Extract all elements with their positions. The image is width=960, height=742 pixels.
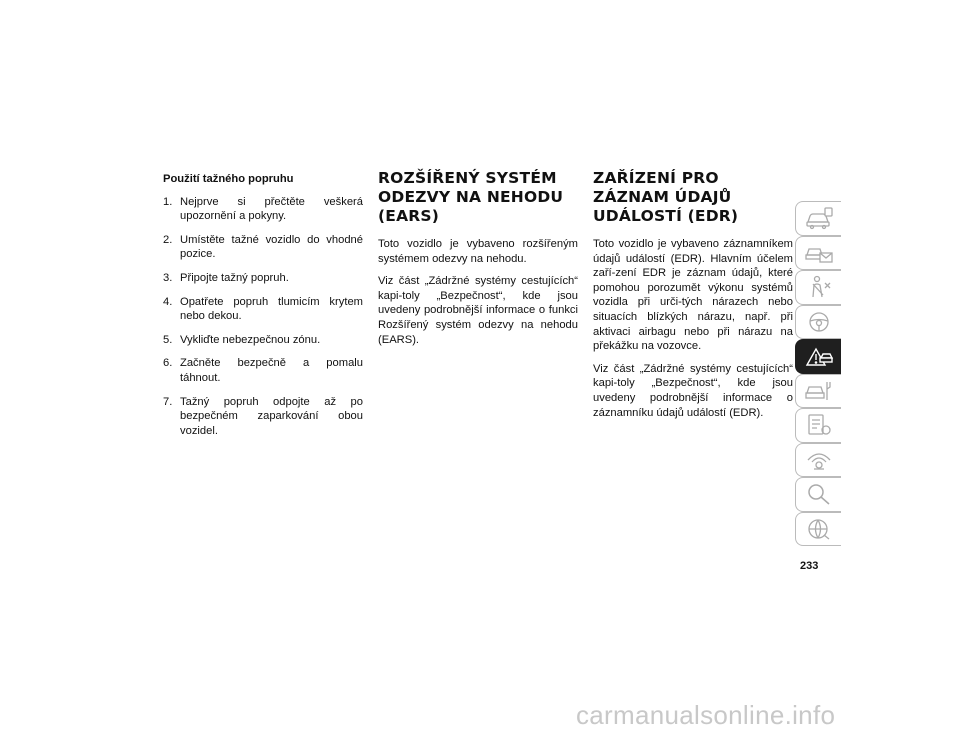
list-item: 5. Vykliďte nebezpečnou zónu. bbox=[163, 333, 321, 346]
car-service-icon bbox=[804, 379, 834, 403]
tab-car-info[interactable] bbox=[795, 201, 841, 236]
towing-strap-column bbox=[163, 172, 363, 447]
tab-car-service[interactable] bbox=[795, 374, 841, 409]
steering-wheel-icon bbox=[804, 310, 834, 334]
tab-language[interactable] bbox=[795, 512, 841, 547]
towing-strap-heading: Použití tažného popruhu bbox=[163, 173, 294, 185]
list-item: 6. Začněte bezpečně a pomalu táhnout. bbox=[163, 357, 363, 384]
chapter-tabs bbox=[795, 201, 841, 546]
tab-car-mail[interactable] bbox=[795, 236, 841, 271]
multimedia-icon bbox=[804, 448, 834, 472]
edr-paragraph-2: Viz část „Zádržné systémy cestujících“ kapi-toly „Bezpečnost“, kde jsou uvedeny podrobnější informace o záznamníku údajů událostí (EDR). bbox=[593, 362, 793, 419]
edr-column bbox=[593, 169, 793, 428]
car-mail-icon bbox=[804, 241, 834, 265]
spec-list-icon bbox=[804, 413, 834, 437]
tab-emergency[interactable] bbox=[795, 339, 841, 374]
tab-specifications[interactable] bbox=[795, 408, 841, 443]
ears-paragraph-1: Toto vozidlo je vybaveno rozšířeným systémem odezvy na nehodu. bbox=[378, 238, 578, 265]
page-number: 233 bbox=[800, 560, 819, 572]
list-item: 2. Umístěte tažné vozidlo do vhodné pozice. bbox=[163, 233, 363, 261]
car-info-icon bbox=[804, 206, 834, 230]
list-item: 7. Tažný popruh odpojte až po bezpečném zaparkování obou vozidel. bbox=[163, 395, 363, 437]
tab-multimedia[interactable] bbox=[795, 443, 841, 478]
watermark: carmanualsonline.info bbox=[576, 700, 836, 730]
ears-title: ROZŠÍŘENÝ SYSTÉM ODEZVY NA NEHODU (EARS) bbox=[378, 169, 564, 225]
language-icon bbox=[804, 517, 834, 541]
ears-column bbox=[378, 169, 578, 355]
tab-seatbelt[interactable] bbox=[795, 270, 841, 305]
edr-paragraph-1: Toto vozidlo je vybaveno záznamníkem údajů událostí (EDR). Hlavním účelem zaří-zení EDR je záznam údajů, které pomohou porozumět výkonu systémů vozidla při urči-tých nárazech nebo situacích blízkých nárazu, např. při aktivaci airbagu nebo při nárazu na překážku na vozovce. bbox=[593, 238, 793, 353]
edr-title: ZAŘÍZENÍ PRO ZÁZNAM ÚDAJŮ UDÁLOSTÍ (EDR) bbox=[593, 169, 739, 225]
tab-steering[interactable] bbox=[795, 305, 841, 340]
list-item: 1. Nejprve si přečtěte veškerá upozornění a pokyny. bbox=[163, 195, 363, 223]
list-item: 4. Opatřete popruh tlumicím krytem nebo dekou. bbox=[163, 295, 363, 323]
warning-car-icon bbox=[804, 344, 834, 368]
magnifier-icon bbox=[804, 482, 834, 506]
ears-paragraph-2: Viz část „Zádržné systémy cestujících“ kapi-toly „Bezpečnost“, kde jsou uvedeny podrobnější informace o funkci Rozšířený systém odezvy na nehodu (EARS). bbox=[378, 275, 578, 346]
list-item: 3. Připojte tažný popruh. bbox=[163, 271, 289, 284]
seatbelt-icon bbox=[804, 275, 834, 299]
towing-steps-list bbox=[163, 195, 363, 439]
tab-index[interactable] bbox=[795, 477, 841, 512]
